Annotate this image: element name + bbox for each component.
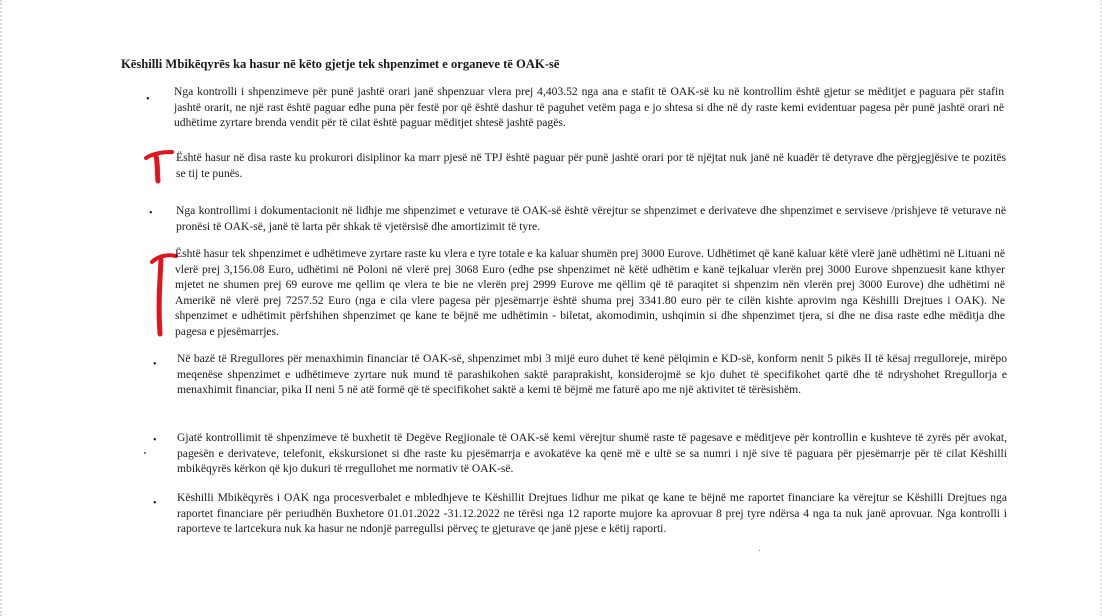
scan-speck xyxy=(759,550,760,551)
paragraph-3: Nga kontrollimi i dokumentacionit në lidhje me shpenzimet e veturave të OAK-së është vërejtur se shpenzimet e derivateve dhe shpenzimet e serviseve /prishjeve të veturave në pronësi të OAK-së, janë të larta për shkak të vjetërsisë dhe amortizimit të tyre. xyxy=(176,204,1006,233)
scan-right-edge xyxy=(1098,0,1102,616)
section-heading: Kēshilli Mbikēqyrēs ka hasur nē kēto gjetje tek shpenzimet e organeve tē OAK-sē xyxy=(121,57,560,71)
bullet-point-6: • xyxy=(153,435,157,446)
paragraph-7: Këshilli Mbikëqyrës i OAK nga procesverbalet e mbledhjeve te Këshillit Drejtues lidhur me pikat qe kane te bëjnë me raportet financiare ka vërejtur se Këshilli Drejtues nga raportet financiare për periudhën Buxhetore 01.01.2022 -31.12.2022 ne tërësi nga 12 raporte mujore ka aprovuar 8 prej tyre ndërsa 4 nga ta nuk janë aprovuar. Nga kontrolli i raporteve te lartcekura nuk ka hasur ne ndonjë parregullsi përveç te gjeturave qe janë pjese e këtij raporti. xyxy=(177,491,1007,535)
scan-speck xyxy=(144,452,146,454)
bullet-point-1: • xyxy=(146,94,150,105)
bullet-point-3: • xyxy=(149,208,153,219)
paragraph-6: Gjatë kontrollimit të shpenzimeve të buxhetit të Degëve Regjionale të OAK-së kemi vërejtur shumë raste të pagesave e mëditjeve për kontrollin e kushteve të zyrës për avokat, pagesën e derivateve, telefonit, ekskursionet si dhe raste ku pjesëmarrja e avokatëve ka qenë më e ultë se sa numri i një sive të paguara për pjesëmarrje për të cilat Këshilli mbikëqyrës kërkon që kjo dukuri të rregullohet me normativ të OAK-së. xyxy=(177,431,1007,475)
paragraph-2: Është hasur në disa raste ku prokurori disiplinor ka marr pjesë në TPJ është paguar për punë jashtë orari por të njëjtat nuk janë në kuadër të detyrave dhe përgjegjësive te pozitës se tij te punës. xyxy=(176,151,1006,180)
scan-left-edge xyxy=(0,0,5,616)
paragraph-1: Nga kontrolli i shpenzimeve për punë jashtë orari janë shpenzuar vlera prej 4,403.52 nga ana e stafit të OAK-së ku në kontrollim është gjetur se mëditjet e paguara për stafin jashtë orarit, ne një rast është paguar edhe puna për festë por që është dashur të paguhet vetëm paga e jo shtesa si dhe në dy raste kemi evidentuar pagesa për punë jashtë orari në udhëtime zyrtare brenda vendit për të cilat është paguar mëditjet shtesë jashtë pagës. xyxy=(174,85,1004,129)
paragraph-4: Është hasur tek shpenzimet e udhëtimeve zyrtare raste ku vlera e tyre totale e ka kaluar shumën prej 3000 Eurove. Udhëtimet që kanë kaluar këtë vlerë janë udhëtimi në Lituani në vlerë prej 3,156.08 Euro, udhëtimi në Poloni në vlerë prej 3068 Euro (edhe pse shpenzimet në këtë udhëtim e kanë tejkaluar vlerën prej 3000 Eurove shpenzuesit kane kthyer mjetet ne shumen prej 69 eurove me qellim qe vlera te bie ne vlerën prej 2999 Eurove me qëllim që të paraqitet si shpenzim nën vlerën prej 3000 Eurove) dhe udhëtimi në Amerikë në vlerë prej 7257.52 Euro (nga e cila vlere pagesa për pjesëmarrje është shuma prej 3341.80 euro për te cilën kishte aprovim nga Këshilli Drejtues i OAK). Ne shpenzimet e udhëtimit përfshihen shpenzimet qe kane te bëjnë me udhëtimin - biletat, akomodimin, ushqimin si dhe shpenzimet tjera, si dhe ne disa raste edhe mëditja dhe pagesa e pjesëmarrjes. xyxy=(175,247,1005,338)
bullet-point-7: • xyxy=(153,498,157,509)
paragraph-5: Në bazë të Rregullores për menaxhimin financiar të OAK-së, shpenzimet mbi 3 mijë euro duhet të kenë pëlqimin e KD-së, konform nenit 5 pikës II të kësaj rregulloreje, mirëpo meqenëse shpenzimet e udhëtimeve zyrtare nuk mund të parashikohen saktë paraprakisht, konsiderojmë se kjo duhet të specifikohet qartë dhe të ndryshohet Rregullorja e menaxhimit financiar, pika II neni 5 në atë formë që të specifikohet saktë a kemi të bëjmë me faturë apo me një aktivitet të tërësishëm. xyxy=(177,352,1007,396)
bullet-point-5: • xyxy=(153,359,157,370)
red-annotation-mark-1 xyxy=(142,148,176,184)
